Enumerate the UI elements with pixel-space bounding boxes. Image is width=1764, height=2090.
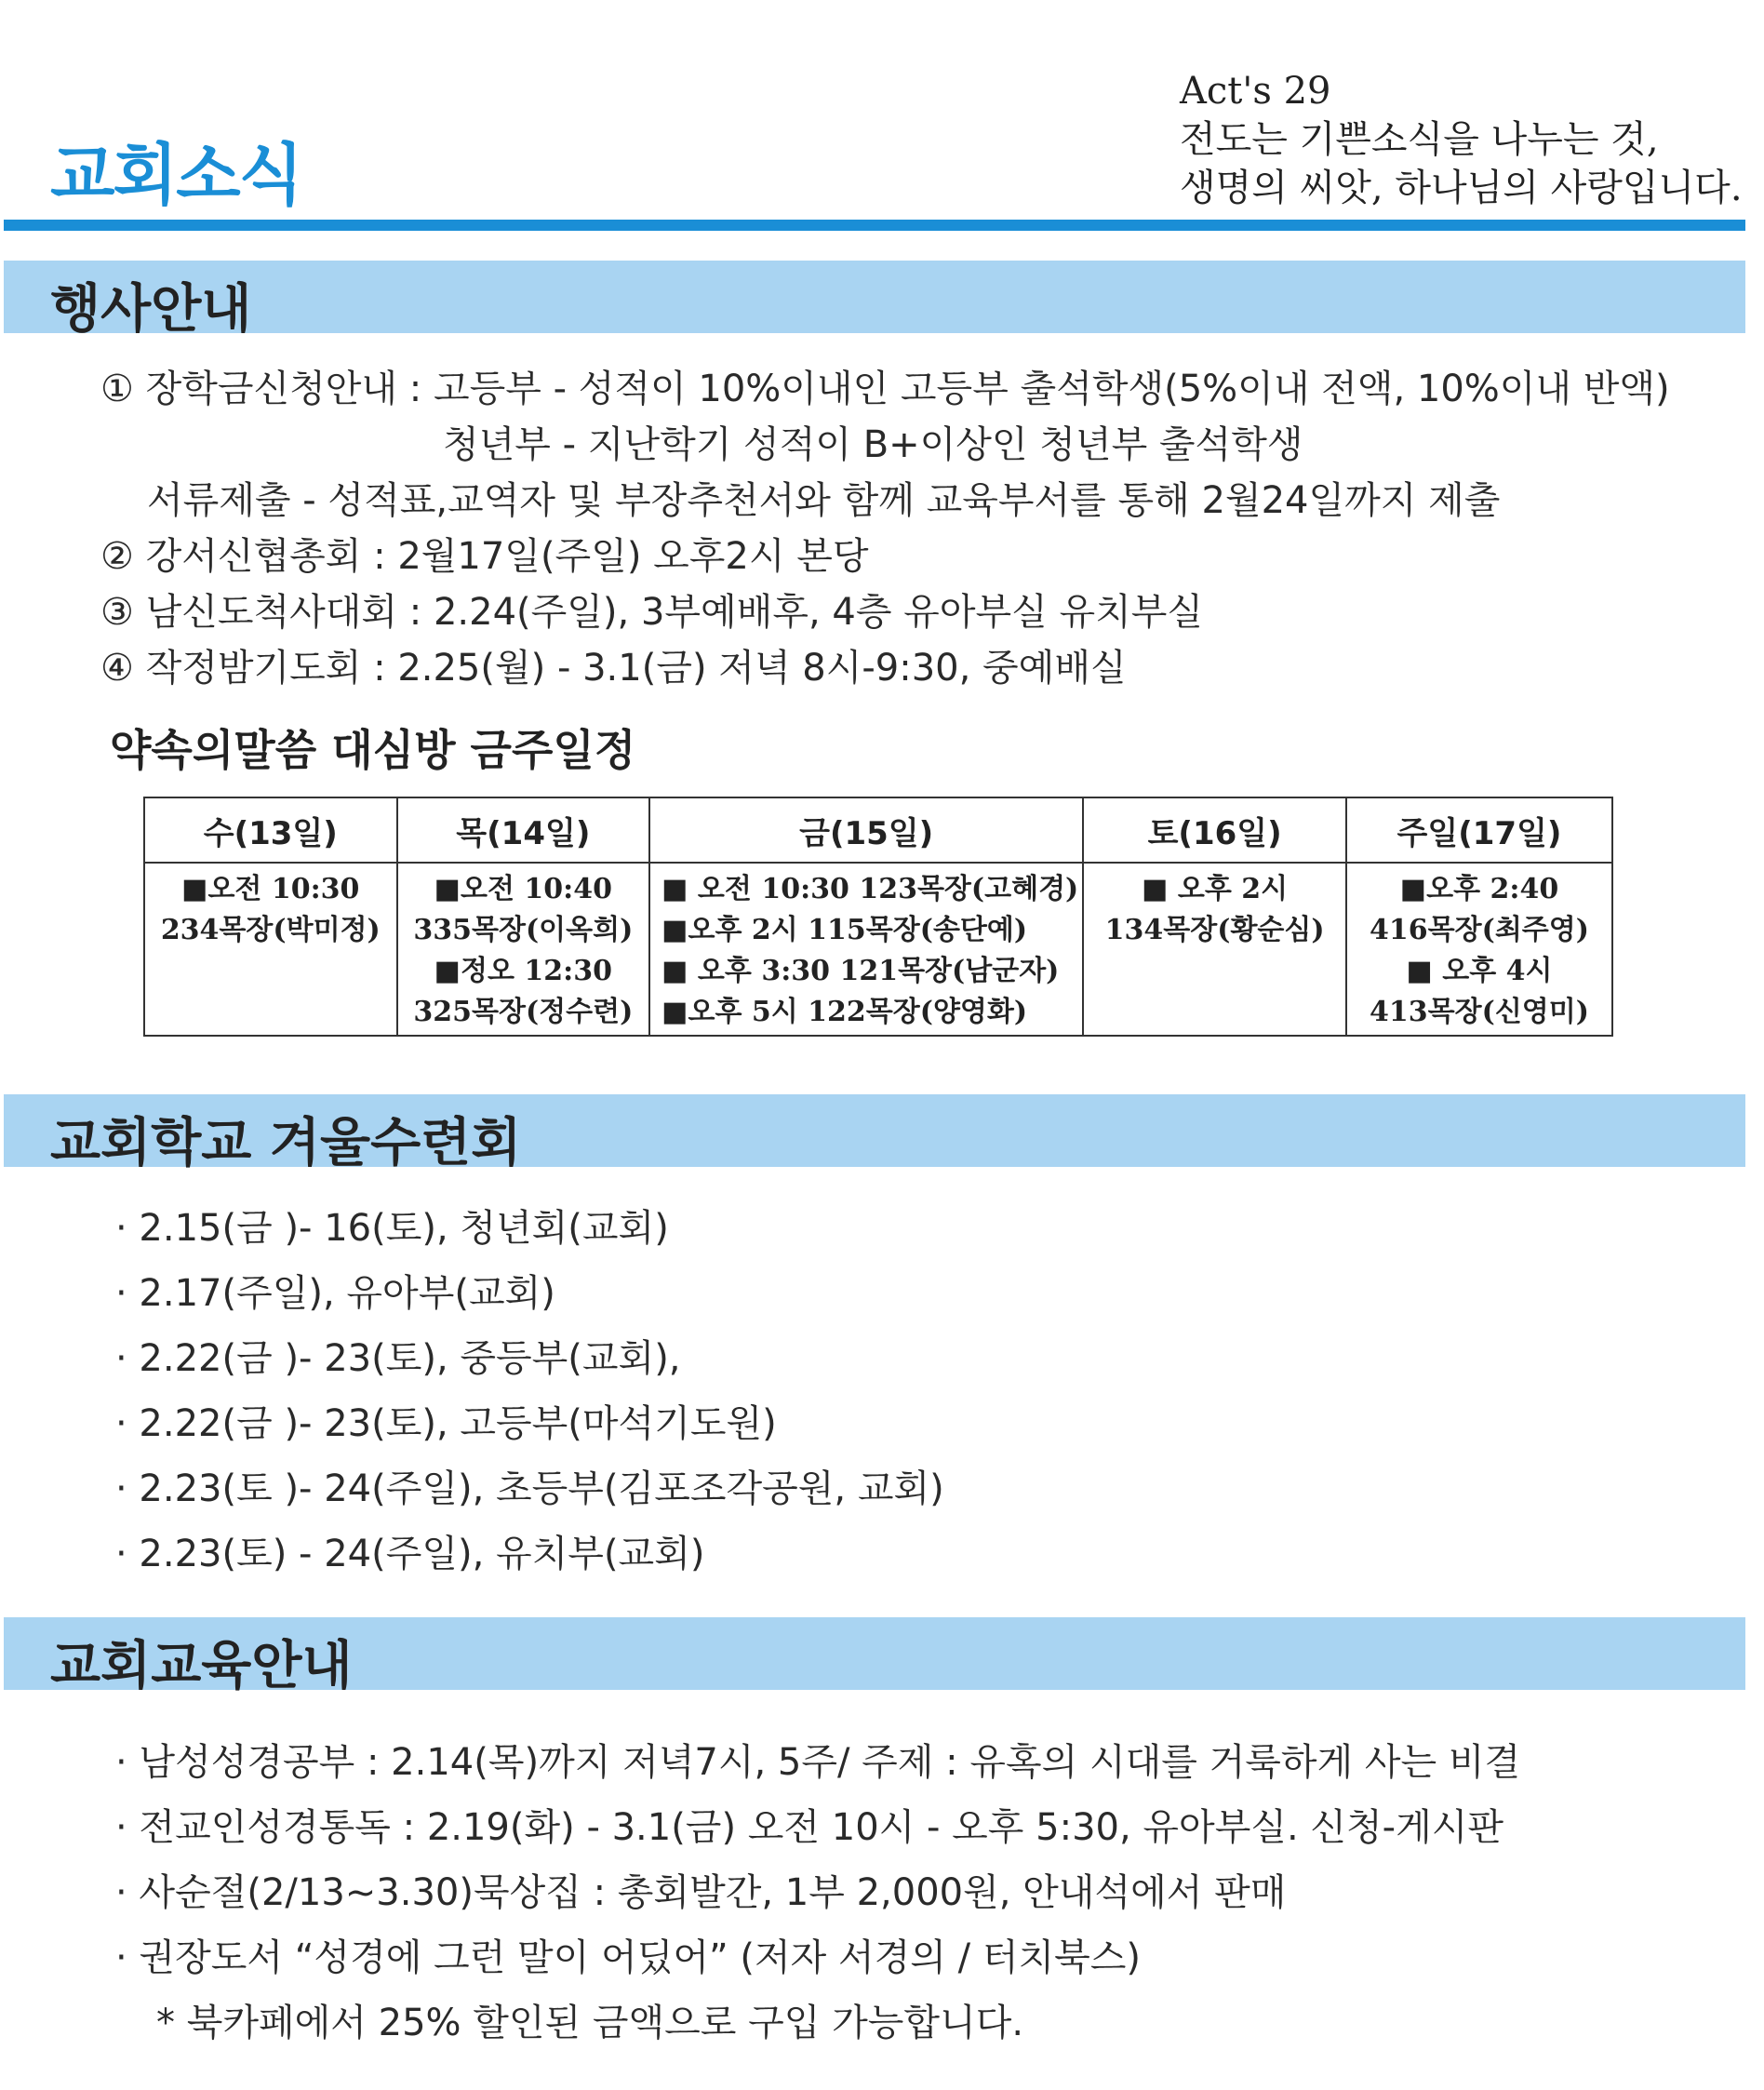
education-item: · 남성성경공부 : 2.14(목)까지 저녁7시, 5주/ 주제 : 유혹의 시대를 거룩하게 사는 비결 bbox=[115, 1741, 1521, 1784]
table-cell bbox=[144, 863, 397, 1036]
motto-line: Act's 29 bbox=[1180, 70, 1331, 113]
visit-entry: 325목장(정수련) bbox=[413, 996, 634, 1028]
event-item-cont: 청년부 - 지난학기 성적이 B+이상인 청년부 출석학생 bbox=[443, 423, 1303, 466]
education-item: · 전교인성경통독 : 2.19(화) - 3.1(금) 오전 10시 - 오후 5:30, 유아부실. 신청-게시판 bbox=[115, 1806, 1504, 1849]
table-cell bbox=[1083, 863, 1346, 1036]
section-header-events bbox=[4, 261, 1745, 340]
education-note: * 북카페에서 25% 할인된 금액으로 구입 가능합니다. bbox=[156, 2002, 1024, 2044]
section-header-winter-retreat bbox=[4, 1094, 1745, 1173]
table-cell bbox=[397, 863, 650, 1036]
visit-entry: ■오전 10:40 bbox=[434, 873, 612, 905]
visit-entry: ■오후 5시 122목장(양영화) bbox=[662, 996, 1028, 1028]
retreat-item: · 2.23(토) - 24(주일), 유치부(교회) bbox=[115, 1533, 705, 1575]
visit-entry: 416목장(최주영) bbox=[1370, 914, 1589, 946]
visit-entry: ■ 오후 2시 bbox=[1142, 873, 1289, 905]
table-cell bbox=[649, 863, 1083, 1036]
event-item: ④ 작정밤기도회 : 2.25(월) - 3.1(금) 저녁 8시-9:30, 중예배실 bbox=[100, 647, 1127, 690]
retreat-item: · 2.17(주일), 유아부(교회) bbox=[115, 1272, 555, 1315]
retreat-item: · 2.22(금 )- 23(토), 고등부(마석기도원) bbox=[115, 1402, 777, 1445]
retreat-item: · 2.15(금 )- 16(토), 청년회(교회) bbox=[115, 1207, 669, 1250]
section-title: 교회교육안내 bbox=[50, 1636, 353, 1696]
visit-entry: 134목장(황순심) bbox=[1104, 914, 1325, 946]
header-rule bbox=[4, 220, 1745, 231]
section-header-education bbox=[4, 1617, 1745, 1696]
visit-entry: 335목장(이옥희) bbox=[413, 914, 634, 946]
retreat-item: · 2.23(토 )- 24(주일), 초등부(김포조각공원, 교회) bbox=[115, 1467, 944, 1510]
motto bbox=[1180, 67, 1743, 212]
section-title: 행사안내 bbox=[50, 279, 252, 340]
table-header-row bbox=[144, 797, 1612, 863]
visit-entry: ■정오 12:30 bbox=[434, 955, 612, 987]
visit-entry: ■ 오전 10:30 123목장(고혜경) bbox=[662, 873, 1079, 905]
table-cell bbox=[1346, 863, 1612, 1036]
education-item: · 사순절(2/13~3.30)묵상집 : 총회발간, 1부 2,000원, 안내석에서 판매 bbox=[115, 1871, 1287, 1914]
visit-entry: ■오전 10:30 bbox=[181, 873, 360, 905]
education-item: · 권장도서 “성경에 그런 말이 어딨어” (저자 서경의 / 터치북스) bbox=[115, 1936, 1142, 1979]
visit-entry: 413목장(신영미) bbox=[1370, 996, 1589, 1028]
event-item: ② 강서신협총회 : 2월17일(주일) 오후2시 본당 bbox=[100, 535, 869, 578]
event-item: ① 장학금신청안내 : 고등부 - 성적이 10%이내인 고등부 출석학생(5%이내 전액, 10%이내 반액) bbox=[100, 368, 1670, 410]
column-header: 토(16일) bbox=[1083, 797, 1346, 863]
column-header: 수(13일) bbox=[144, 797, 397, 863]
visit-entry: ■오후 2시 115목장(송단예) bbox=[662, 914, 1028, 946]
column-header: 주일(17일) bbox=[1346, 797, 1612, 863]
column-header: 금(15일) bbox=[649, 797, 1083, 863]
motto-line: 전도는 기쁜소식을 나누는 것, bbox=[1180, 118, 1659, 161]
visit-schedule-table bbox=[143, 797, 1613, 1037]
visit-entry: ■오후 2:40 bbox=[1399, 873, 1559, 905]
visit-entry: ■ 오후 4시 bbox=[1406, 955, 1553, 987]
visit-entry: ■ 오후 3:30 121목장(남군자) bbox=[662, 955, 1060, 987]
masthead-title: 교회소식 bbox=[50, 136, 302, 214]
table-row bbox=[144, 863, 1612, 1036]
retreat-item: · 2.22(금 )- 23(토), 중등부(교회), bbox=[115, 1337, 681, 1380]
motto-line: 생명의 씨앗, 하나님의 사랑입니다. bbox=[1180, 167, 1743, 209]
event-item-cont: 서류제출 - 성적표,교역자 및 부장추천서와 함께 교육부서를 통해 2월24일까지 제출 bbox=[147, 479, 1501, 522]
visit-entry: 234목장(박미정) bbox=[160, 914, 381, 946]
column-header: 목(14일) bbox=[397, 797, 650, 863]
event-item: ③ 남신도척사대회 : 2.24(주일), 3부예배후, 4층 유아부실 유치부실 bbox=[100, 591, 1204, 634]
section-title: 교회학교 겨울수련회 bbox=[50, 1113, 522, 1173]
schedule-title: 약속의말씀 대심방 금주일정 bbox=[110, 725, 636, 775]
